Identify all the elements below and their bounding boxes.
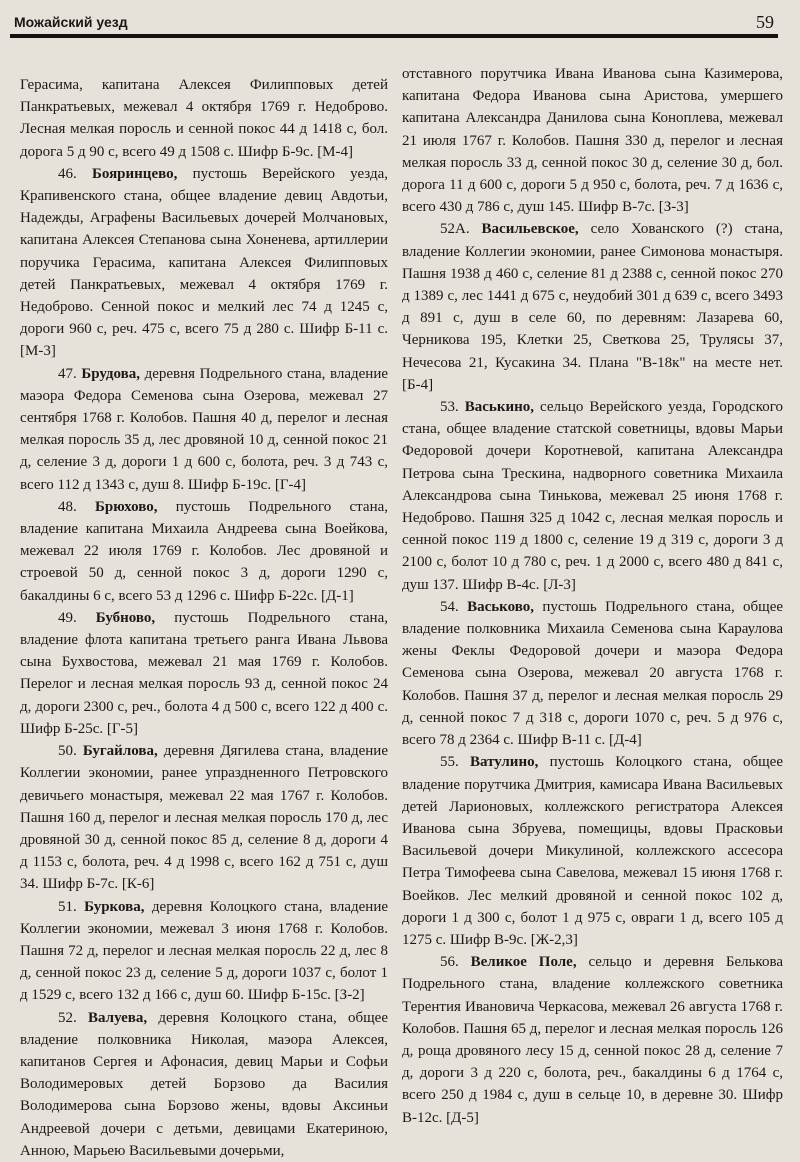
entry-text: село Хованского (?) стана, владение Коллегии экономии, ранее Симонова монастыря. Пашня 1938 д 460 с, селение 81 д 2388 с, сенной покос 270 д 1389 с, лес 1441 д 675 с, неудобий 301 д 639 с, всего 3493 д 891 с, душ в селе 60, по деревням: Лазарева 60, Черникова 195, Клетки 25, Светкова 25, Трулясы 37, Нечесова 21, Кусакина 34. Плана "В-18к" на месте нет. [Б-4] [402,221,783,393]
entry-number: 53. [440,399,459,416]
entry-continuation [402,63,783,218]
entry-number: 52А. [440,221,470,238]
section-title: Можайский уезд [14,14,128,30]
catalog-entry [20,1007,388,1158]
catalog-entry [402,596,783,751]
entry-text: пустошь Верейского уезда, Крапивенского стана, общее владение девиц Авдотьи, Надежды, Аграфены Васильевых дочерей Молчановых, капитана Алексея Степанова сына Хоненева, артиллерии поручика Герасима, капитана Алексея Филипповых детей Панкратьевых, межевал 4 октября 1769 г. Недоброво. Сенной покос и мелкий лес 74 д 1245 с, дороги 960 с, реч. 475 с, всего 75 д 280 с. Шифр Б-11 с. [М-3] [20,165,388,360]
catalog-entry [402,396,783,596]
entry-text: деревня Дягилева стана, владение Коллегии экономии, ранее упраздненного Петровского девичьего монастыря, межевал 22 мая 1767 г. Колобов. Пашня 160 д, перелог и лесная мелкая поросль 170 д, лес дровяной 30 д, сенной покос 85 д, селение 8 д, дороги 4 д 1153 с, болота, реч. 4 д 1998 с, всего 162 д 751 с, душ 34. Шифр Б-7с. [К-6] [20,743,388,893]
place-name: Валуева, [88,1009,148,1026]
place-name: Брудова, [81,365,140,382]
catalog-entry [402,951,783,1129]
entry-text: сельцо Верейского уезда, Городского стана, общее владение статской советницы, вдовы Марьи Федоровой дочери Коротневой, капитана Александра Петрова сына Трескина, надворного советника Михаила Александрова сына Тинькова, межевал 25 июня 1768 г. Недоброво. Пашня 325 д 1042 с, лесная мелкая поросль и сенной покос 119 д 1800 с, селение 19 д 319 с, дороги 3 д 2100 с, болот 10 д 780 с, реч. 1 д 2000 с, всего 480 д 841 с, душ 137. Шифр В-4с. [Л-3] [402,399,783,593]
entry-text: деревня Колоцкого стана, владение Коллегии экономии, межевал 3 июня 1768 г. Колобов. Пашня 72 д, перелог и лесная мелкая поросль 22 д, лес 8 д, сенной покос 23 д, селение 5 д, дороги 1037 с, болот 1 д 1529 с, всего 132 д 166 с, душ 60. Шифр Б-15с. [З-2] [20,898,388,1004]
catalog-entry [20,740,388,895]
entry-text: отставного порутчика Ивана Иванова сына Казимерова, капитана Федора Иванова сына Аристова, умершего капитана Александра Данилова сына Коноплева, межевал 21 июля 1767 г. Колобов. Пашня 330 д, перелог и лесная мелкая поросль 33 д, сенной покос 30 д, селение 30 д, бол. дорога 11 д 600 с, дороги 5 д 950 с, болота, реч. 7 д 1636 с, всего 430 д 786 с, душ 145. Шифр В-7с. [З-3] [402,66,783,216]
catalog-entry [20,607,388,740]
entry-number: 55. [440,754,459,771]
entry-text: деревня Подрельного стана, владение маэора Федора Семенова сына Озерова, межевал 27 сентября 1768 г. Колобов. Пашня 40 д, перелог и лесная мелкая поросль 35 д, лес дровяной 10 д, сенной покос 21 д, селение 3 д, дороги 1 д 600 с, болота, реч. 3 д 743 с, всего 112 д 1343 с, душ 8. Шифр Б-19с. [Г-4] [20,365,388,493]
entry-text: пустошь Колоцкого стана, общее владение порутчика Дмитрия, камисара Ивана Васильевых детей Ларионовых, коллежского регистратора Алексея Иванова сына Збруева, помещицы, вдовы Прасковьи Васильевой дочери Микулиной, коллежского ассесора Петра Тимофеева сына Савелова, межевал 15 июня 1768 г. Воейков. Лес мелкий дровяной и сенной покос 102 д, дороги 1 д 300 с, болот 1 д 975 с, овраги 1 д, всего 105 д 1275 с. Шифр В-9с. [Ж-2,3] [402,754,783,948]
place-name: Васьково, [467,598,534,615]
entry-text: сельцо и деревня Белькова Подрельного стана, владение коллежского советника Терентия Ивановича Черкасова, межевал 26 августа 1768 г. Колобов. Пашня 65 д, перелог и лесная мелкая поросль 126 д, роща дровяного лесу 15 д, сенной покос 28 д, селение 7 д, дороги 3 д 220 с, болота, реч., бакалдины 6 д 1764 с, всего 250 д 1984 с, душ в сельце 10, в деревне 30. Шифр В-12с. [Д-5] [402,954,783,1126]
place-name: Васькино, [464,399,535,416]
place-name: Бугайлова, [82,743,158,760]
entry-number: 48. [58,498,77,515]
place-name: Бубново, [95,609,156,626]
entry-number: 54. [440,598,459,615]
entry-continuation [20,74,388,163]
entry-text: деревня Колоцкого стана, общее владение полковника Николая, маэора Алексея, капитанов Сергея и Афонасия, девиц Марьи и Софьи Володимеровых детей Борзово да Василия Володимерова сына Борзово жены, вдовы Аксиньи Андреевой дочери с детьми, девицами Екатериною, Анною, Марьею Васильевыми дочерьми, [20,1009,388,1158]
catalog-entry [402,218,783,396]
catalog-entry [20,163,388,363]
entry-text: пустошь Подрельного стана, владение флота капитана третьего ранга Ивана Львова сына Бухвостова, межевал 21 мая 1769 г. Колобов. Перелог и лесная мелкая поросль 93 д, сенной покос 24 д, дороги 2300 с, реч., болота 4 д 500 с, всего 122 д 400 с. Шифр Б-25с. [Г-5] [20,609,388,737]
entry-text: пустошь Подрельного стана, владение капитана Михаила Андреева сына Воейкова, межевал 22 июля 1769 г. Колобов. Лес дровяной и строевой 50 д, сенной покос 3 д, дороги 1290 с, бакалдины 6 с, всего 53 д 1296 с. Шифр Б-22с. [Д-1] [20,498,388,604]
running-header [10,0,778,38]
entry-number: 51. [58,898,77,915]
place-name: Брюхово, [95,498,158,515]
entry-number: 50. [58,743,77,760]
place-name: Васильевское, [481,221,579,238]
place-name: Бояринцево, [91,165,178,182]
entry-number: 46. [58,165,77,182]
place-name: Великое Поле, [470,954,577,971]
right-column [402,63,783,1147]
catalog-entry [20,896,388,1007]
catalog-entry [20,363,388,496]
catalog-entry [402,751,783,951]
place-name: Ватулино, [469,754,539,771]
entry-text: пустошь Подрельного стана, общее владение полковника Михаила Семенова сына Караулова жены Феклы Федоровой дочери и маэора Федора Семенова сына Озерова, межевал 20 августа 1768 г. Колобов. Пашня 37 д, перелог и лесная мелкая поросль 29 д, сенной покос 7 д 318 с, дороги 1070 с, реч. 5 д 976 с, всего 78 д 2364 с. Шифр В-11 с. [Д-4] [402,598,783,749]
entry-number: 56. [440,954,459,971]
left-column [20,74,388,1158]
catalog-entry [20,496,388,607]
entry-number: 52. [58,1009,77,1026]
entry-number: 49. [58,609,77,626]
entry-number: 47. [58,365,77,382]
entry-text: Герасима, капитана Алексея Филипповых детей Панкратьевых, межевал 4 октября 1769 г. Недоброво. Лесная мелкая поросль и сенной покос 44 д 1418 с, бол. дорога 5 д 90 с, всего 49 д 1508 с. Шифр Б-9с. [М-4] [20,77,388,160]
place-name: Буркова, [84,898,145,915]
page-number: 59 [756,12,774,32]
